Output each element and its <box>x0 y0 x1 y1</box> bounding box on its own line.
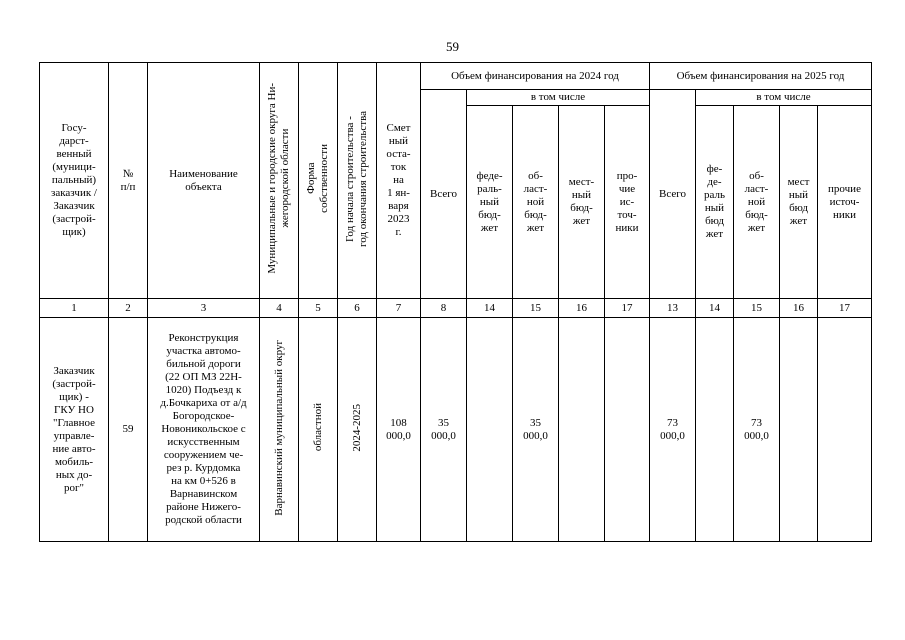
row-num: 59 <box>109 318 148 542</box>
row-federal-2024 <box>467 318 513 542</box>
row-local-2025 <box>780 318 818 542</box>
row-other-2025 <box>818 318 872 542</box>
header-other-2025: прочие источ- ники <box>818 106 872 299</box>
col-number: 3 <box>148 299 260 318</box>
header-local-2024: мест- ный бюд- жет <box>559 106 605 299</box>
col-number: 13 <box>650 299 696 318</box>
header-object-name: Наименование объекта <box>148 63 260 299</box>
col-number: 17 <box>605 299 650 318</box>
col-number: 1 <box>40 299 109 318</box>
col-number: 16 <box>780 299 818 318</box>
header-years: Год начала строительства - год окончания строительства <box>344 110 369 247</box>
col-number: 16 <box>559 299 605 318</box>
row-local-2024 <box>559 318 605 542</box>
column-number-row <box>40 299 872 318</box>
page-number: 59 <box>446 39 459 54</box>
col-number: 2 <box>109 299 148 318</box>
header-num: № п/п <box>109 63 148 299</box>
header-ownership-cell <box>299 63 338 299</box>
header-total-2025: Всего <box>650 90 696 299</box>
row-municipality: Варнавинский муниципальный округ <box>272 339 285 516</box>
header-estimate: Смет ный оста- ток на 1 ян- варя 2023 г. <box>377 63 421 299</box>
header-other-2024: про- чие ис- точ- ники <box>605 106 650 299</box>
header-including-2025: в том числе <box>696 90 872 106</box>
row-other-2024 <box>605 318 650 542</box>
header-fin-2025: Объем финансирования на 2025 год <box>650 63 872 90</box>
header-total-2024: Всего <box>421 90 467 299</box>
row-years-cell <box>338 318 377 542</box>
table-row <box>40 318 872 542</box>
header-federal-2025: фе- де- раль ный бюд жет <box>696 106 734 299</box>
col-number: 5 <box>299 299 338 318</box>
row-municipality-cell <box>260 318 299 542</box>
row-customer: Заказчик (застрой- щик) - ГКУ НО "Главное управле- ние авто- мобиль- ных до- рог" <box>40 318 109 542</box>
header-regional-2024: об- ласт- ной бюд- жет <box>513 106 559 299</box>
financing-table <box>39 62 872 542</box>
header-regional-2025: об- ласт- ной бюд- жет <box>734 106 780 299</box>
row-years: 2024-2025 <box>350 403 363 452</box>
col-number: 15 <box>734 299 780 318</box>
header-ownership: Форма собственности <box>305 144 330 213</box>
header-including-2024: в том числе <box>467 90 650 106</box>
row-object-name: Реконструкция участка автомо- бильной дороги (22 ОП МЗ 22Н- 1020) Подъезд к д.Бочкариха от а/д Богородское- Новоникольское с искусственным сооружением че- рез р. Курдомка на км 0+526 в Варнавинском районе Нижего- родской области <box>148 318 260 542</box>
header-municipality: Муниципальные и городские округа Ни- жегородской области <box>266 83 291 274</box>
row-estimate: 108 000,0 <box>377 318 421 542</box>
col-number: 15 <box>513 299 559 318</box>
row-regional-2024: 35 000,0 <box>513 318 559 542</box>
row-regional-2025: 73 000,0 <box>734 318 780 542</box>
row-ownership-cell <box>299 318 338 542</box>
row-total-2024: 35 000,0 <box>421 318 467 542</box>
col-number: 8 <box>421 299 467 318</box>
col-number: 7 <box>377 299 421 318</box>
col-number: 4 <box>260 299 299 318</box>
header-years-cell <box>338 63 377 299</box>
row-ownership: областной <box>311 403 324 452</box>
header-municipality-cell <box>260 63 299 299</box>
col-number: 14 <box>696 299 734 318</box>
header-federal-2024: феде- раль- ный бюд- жет <box>467 106 513 299</box>
header-customer: Госу- дарст- венный (муници- пальный) заказчик / Заказчик (застрой- щик) <box>40 63 109 299</box>
header-fin-2024: Объем финансирования на 2024 год <box>421 63 650 90</box>
row-total-2025: 73 000,0 <box>650 318 696 542</box>
col-number: 14 <box>467 299 513 318</box>
col-number: 6 <box>338 299 377 318</box>
row-federal-2025 <box>696 318 734 542</box>
header-local-2025: мест ный бюд жет <box>780 106 818 299</box>
col-number: 17 <box>818 299 872 318</box>
